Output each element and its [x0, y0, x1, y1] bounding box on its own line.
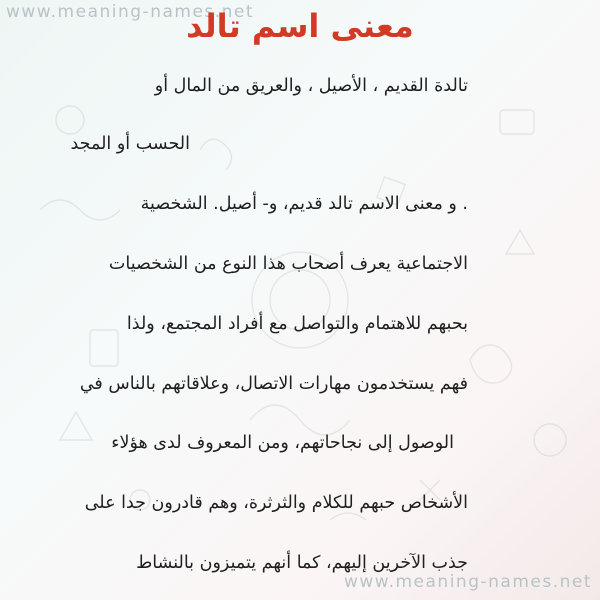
watermark-bottom: www.meaning-names.net	[343, 572, 592, 592]
text-line: جذب الآخرين إليهم، كما أنهم يتميزون بالنشاط	[136, 553, 468, 573]
watermark-top: www.meaning-names.net	[6, 2, 255, 22]
text-line: الوصول إلى نجاحاتهم، ومن المعروف لدى هؤلاء	[111, 433, 454, 453]
text-line: الأشخاص حبهم للكلام والثرثرة، وهم قادرون جدا على	[84, 493, 468, 513]
text-line: . و معنى الاسم تالد قديم، و- أصيل. الشخصية	[140, 194, 468, 214]
text-line: فهم يستخدمون مهارات الاتصال، وعلاقاتهم بالناس في	[79, 374, 468, 394]
text-line: الحسب أو المجد	[70, 134, 190, 154]
text-line: الاجتماعية يعرف أصحاب هذا النوع من الشخصيات	[108, 254, 468, 274]
text-line: بحبهم للاهتمام والتواصل مع أفراد المجتمع، ولذا	[126, 314, 468, 334]
page-title: معنى اسم تالد	[186, 7, 414, 45]
text-line: تالدة القديم ، الأصيل ، والعريق من المال أو	[154, 76, 468, 96]
